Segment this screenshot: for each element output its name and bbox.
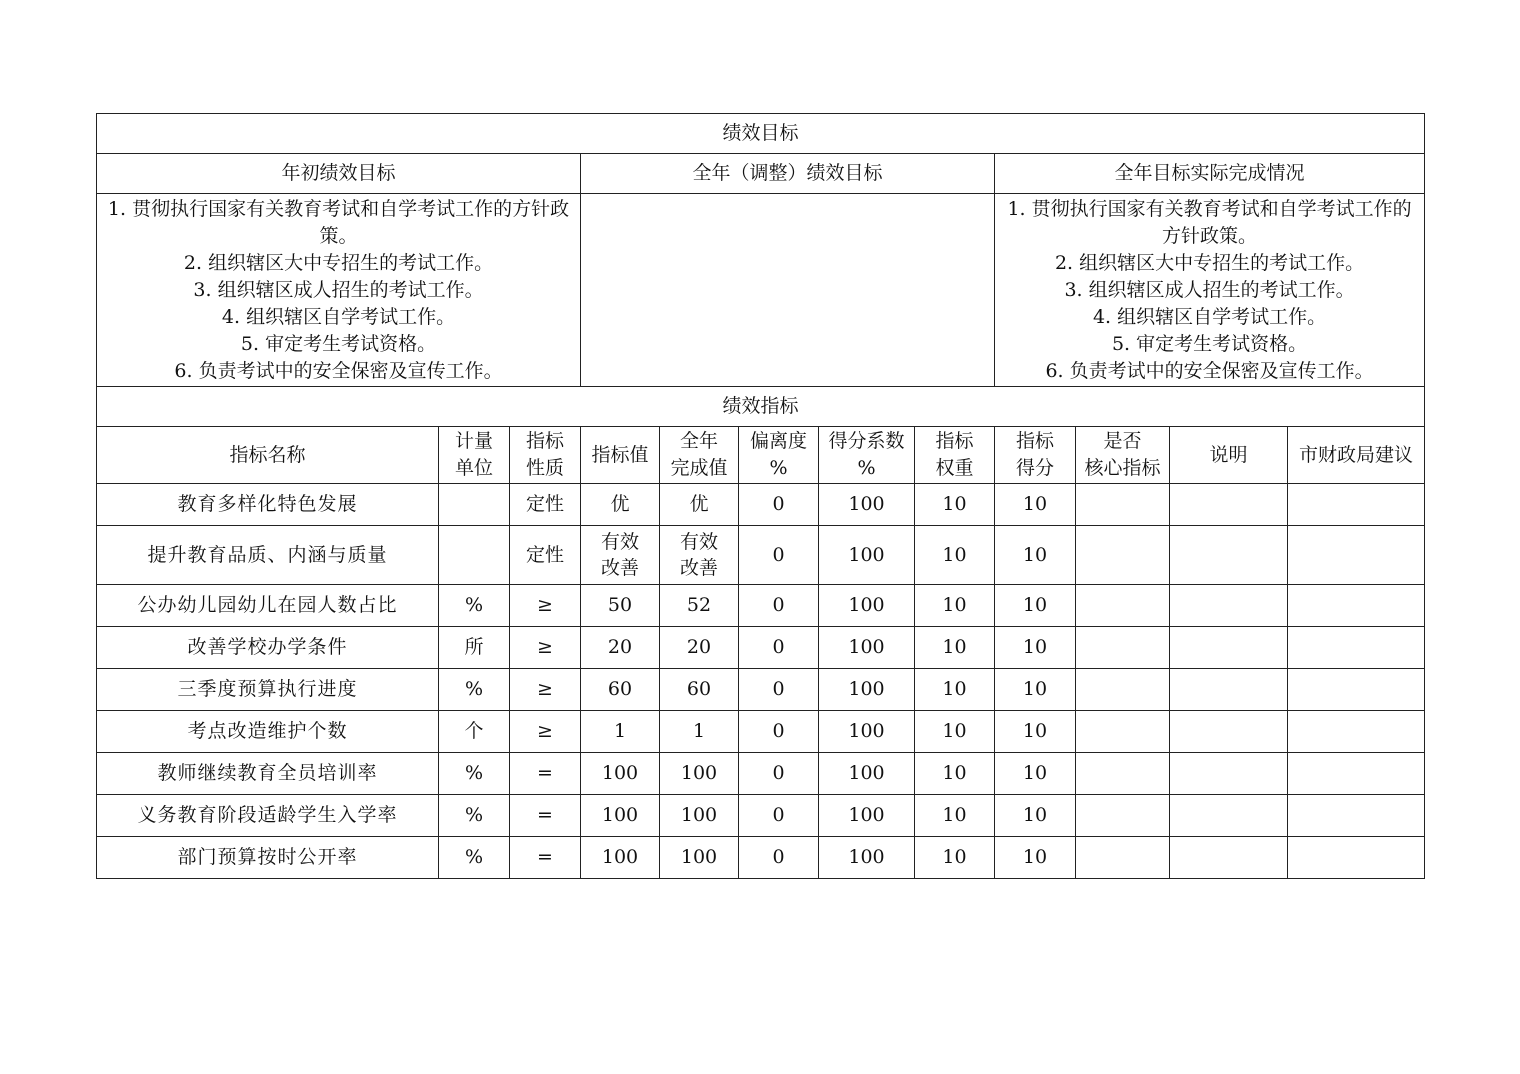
- cell-score: 10: [995, 669, 1076, 711]
- cell-coef: 100: [819, 526, 915, 585]
- cell-note: [1170, 753, 1288, 795]
- goal-line: 1. 贯彻执行国家有关教育考试和自学考试工作的方针政策。: [1007, 197, 1412, 247]
- goal-line: 2. 组织辖区大中专招生的考试工作。: [183, 251, 494, 274]
- cell-deviation: 0: [739, 837, 819, 879]
- cell-unit: %: [439, 753, 510, 795]
- cell-core: [1076, 669, 1170, 711]
- cell-unit: %: [439, 795, 510, 837]
- cell-score: 10: [995, 585, 1076, 627]
- cell-nature: =: [510, 753, 581, 795]
- cell-core: [1076, 484, 1170, 526]
- header-adjusted-goals: 全年（调整）绩效目标: [581, 154, 995, 194]
- cell-note: [1170, 526, 1288, 585]
- cell-coef: 100: [819, 627, 915, 669]
- cell-weight: 10: [915, 795, 995, 837]
- cell-coef: 100: [819, 795, 915, 837]
- cell-unit: 所: [439, 627, 510, 669]
- cell-deviation: 0: [739, 669, 819, 711]
- cell-deviation: 0: [739, 484, 819, 526]
- cell-value: 100: [581, 795, 660, 837]
- cell-coef: 100: [819, 585, 915, 627]
- table-row: [97, 669, 1425, 711]
- cell-unit: 个: [439, 711, 510, 753]
- cell-value: 20: [581, 627, 660, 669]
- cell-name: 义务教育阶段适龄学生入学率: [97, 795, 439, 837]
- cell-name: 改善学校办学条件: [97, 627, 439, 669]
- adjusted-goals-cell: [581, 194, 995, 387]
- cell-unit: %: [439, 837, 510, 879]
- actual-goals-cell: [995, 194, 1425, 387]
- cell-advice: [1288, 484, 1425, 526]
- header-initial-goals: 年初绩效目标: [97, 154, 581, 194]
- cell-coef: 100: [819, 837, 915, 879]
- cell-advice: [1288, 837, 1425, 879]
- cell-weight: 10: [915, 627, 995, 669]
- cell-value: 有效 改善: [581, 526, 660, 585]
- cell-deviation: 0: [739, 627, 819, 669]
- cell-unit: %: [439, 669, 510, 711]
- cell-name: 教师继续教育全员培训率: [97, 753, 439, 795]
- col-nature: 指标 性质: [510, 427, 581, 484]
- cell-nature: 定性: [510, 484, 581, 526]
- table-row: [97, 526, 1425, 585]
- cell-note: [1170, 669, 1288, 711]
- cell-deviation: 0: [739, 753, 819, 795]
- table-row: [97, 837, 1425, 879]
- goal-line: 4. 组织辖区自学考试工作。: [1092, 305, 1327, 328]
- cell-unit: %: [439, 585, 510, 627]
- table-row: [97, 585, 1425, 627]
- goal-line: 2. 组织辖区大中专招生的考试工作。: [1054, 251, 1365, 274]
- cell-note: [1170, 627, 1288, 669]
- goal-line: 1. 贯彻执行国家有关教育考试和自学考试工作的方针政策。: [107, 197, 570, 247]
- cell-advice: [1288, 669, 1425, 711]
- cell-deviation: 0: [739, 711, 819, 753]
- cell-core: [1076, 753, 1170, 795]
- cell-name: 考点改造维护个数: [97, 711, 439, 753]
- cell-nature: ≥: [510, 627, 581, 669]
- col-value: 指标值: [581, 427, 660, 484]
- cell-completed: 52: [660, 585, 739, 627]
- cell-unit: [439, 526, 510, 585]
- cell-value: 60: [581, 669, 660, 711]
- cell-nature: ≥: [510, 669, 581, 711]
- cell-name: 教育多样化特色发展: [97, 484, 439, 526]
- cell-score: 10: [995, 526, 1076, 585]
- col-name: 指标名称: [97, 427, 439, 484]
- cell-coef: 100: [819, 753, 915, 795]
- cell-value: 100: [581, 837, 660, 879]
- cell-score: 10: [995, 753, 1076, 795]
- cell-score: 10: [995, 627, 1076, 669]
- cell-completed: 100: [660, 837, 739, 879]
- cell-coef: 100: [819, 711, 915, 753]
- cell-completed: 100: [660, 753, 739, 795]
- goal-line: 6. 负责考试中的安全保密及宣传工作。: [174, 359, 503, 382]
- cell-nature: =: [510, 795, 581, 837]
- cell-nature: ≥: [510, 585, 581, 627]
- cell-completed: 1: [660, 711, 739, 753]
- cell-deviation: 0: [739, 585, 819, 627]
- goal-line: 4. 组织辖区自学考试工作。: [221, 305, 456, 328]
- cell-core: [1076, 526, 1170, 585]
- col-core: 是否 核心指标: [1076, 427, 1170, 484]
- cell-completed: 60: [660, 669, 739, 711]
- cell-score: 10: [995, 795, 1076, 837]
- col-score: 指标 得分: [995, 427, 1076, 484]
- cell-name: 部门预算按时公开率: [97, 837, 439, 879]
- cell-note: [1170, 711, 1288, 753]
- cell-advice: [1288, 711, 1425, 753]
- cell-score: 10: [995, 484, 1076, 526]
- table-row: [97, 753, 1425, 795]
- section-title-goals: 绩效目标: [97, 114, 1425, 154]
- col-weight: 指标 权重: [915, 427, 995, 484]
- cell-completed: 100: [660, 795, 739, 837]
- cell-deviation: 0: [739, 526, 819, 585]
- cell-name: 公办幼儿园幼儿在园人数占比: [97, 585, 439, 627]
- performance-table: [96, 113, 1425, 879]
- cell-nature: =: [510, 837, 581, 879]
- cell-core: [1076, 837, 1170, 879]
- goal-line: 6. 负责考试中的安全保密及宣传工作。: [1045, 359, 1374, 382]
- cell-deviation: 0: [739, 795, 819, 837]
- cell-completed: 20: [660, 627, 739, 669]
- cell-unit: [439, 484, 510, 526]
- initial-goals-cell: [97, 194, 581, 387]
- cell-note: [1170, 484, 1288, 526]
- cell-advice: [1288, 526, 1425, 585]
- cell-note: [1170, 585, 1288, 627]
- header-actual-goals: 全年目标实际完成情况: [995, 154, 1425, 194]
- cell-weight: 10: [915, 484, 995, 526]
- cell-note: [1170, 795, 1288, 837]
- goal-line: 3. 组织辖区成人招生的考试工作。: [1064, 278, 1355, 301]
- cell-core: [1076, 795, 1170, 837]
- cell-completed: 优: [660, 484, 739, 526]
- cell-value: 1: [581, 711, 660, 753]
- cell-note: [1170, 837, 1288, 879]
- col-advice: 市财政局建议: [1288, 427, 1425, 484]
- goal-line: 5. 审定考生考试资格。: [1111, 332, 1308, 355]
- cell-weight: 10: [915, 669, 995, 711]
- column-header-row: [97, 427, 1425, 484]
- cell-name: 三季度预算执行进度: [97, 669, 439, 711]
- cell-core: [1076, 711, 1170, 753]
- cell-weight: 10: [915, 837, 995, 879]
- cell-core: [1076, 627, 1170, 669]
- col-note: 说明: [1170, 427, 1288, 484]
- col-unit: 计量 单位: [439, 427, 510, 484]
- col-coef: 得分系数 %: [819, 427, 915, 484]
- goal-line: 3. 组织辖区成人招生的考试工作。: [193, 278, 484, 301]
- cell-advice: [1288, 795, 1425, 837]
- cell-value: 100: [581, 753, 660, 795]
- col-completed: 全年 完成值: [660, 427, 739, 484]
- table-row: [97, 484, 1425, 526]
- col-deviation: 偏离度 %: [739, 427, 819, 484]
- cell-score: 10: [995, 711, 1076, 753]
- cell-value: 优: [581, 484, 660, 526]
- cell-score: 10: [995, 837, 1076, 879]
- cell-advice: [1288, 753, 1425, 795]
- table-row: [97, 711, 1425, 753]
- section-title-indicators: 绩效指标: [97, 387, 1425, 427]
- cell-nature: 定性: [510, 526, 581, 585]
- cell-weight: 10: [915, 526, 995, 585]
- cell-name: 提升教育品质、内涵与质量: [97, 526, 439, 585]
- cell-advice: [1288, 627, 1425, 669]
- table-row: [97, 627, 1425, 669]
- table-row: [97, 795, 1425, 837]
- goal-line: 5. 审定考生考试资格。: [240, 332, 437, 355]
- cell-nature: ≥: [510, 711, 581, 753]
- cell-advice: [1288, 585, 1425, 627]
- cell-coef: 100: [819, 669, 915, 711]
- cell-weight: 10: [915, 753, 995, 795]
- cell-coef: 100: [819, 484, 915, 526]
- cell-core: [1076, 585, 1170, 627]
- cell-weight: 10: [915, 711, 995, 753]
- cell-value: 50: [581, 585, 660, 627]
- cell-completed: 有效 改善: [660, 526, 739, 585]
- cell-weight: 10: [915, 585, 995, 627]
